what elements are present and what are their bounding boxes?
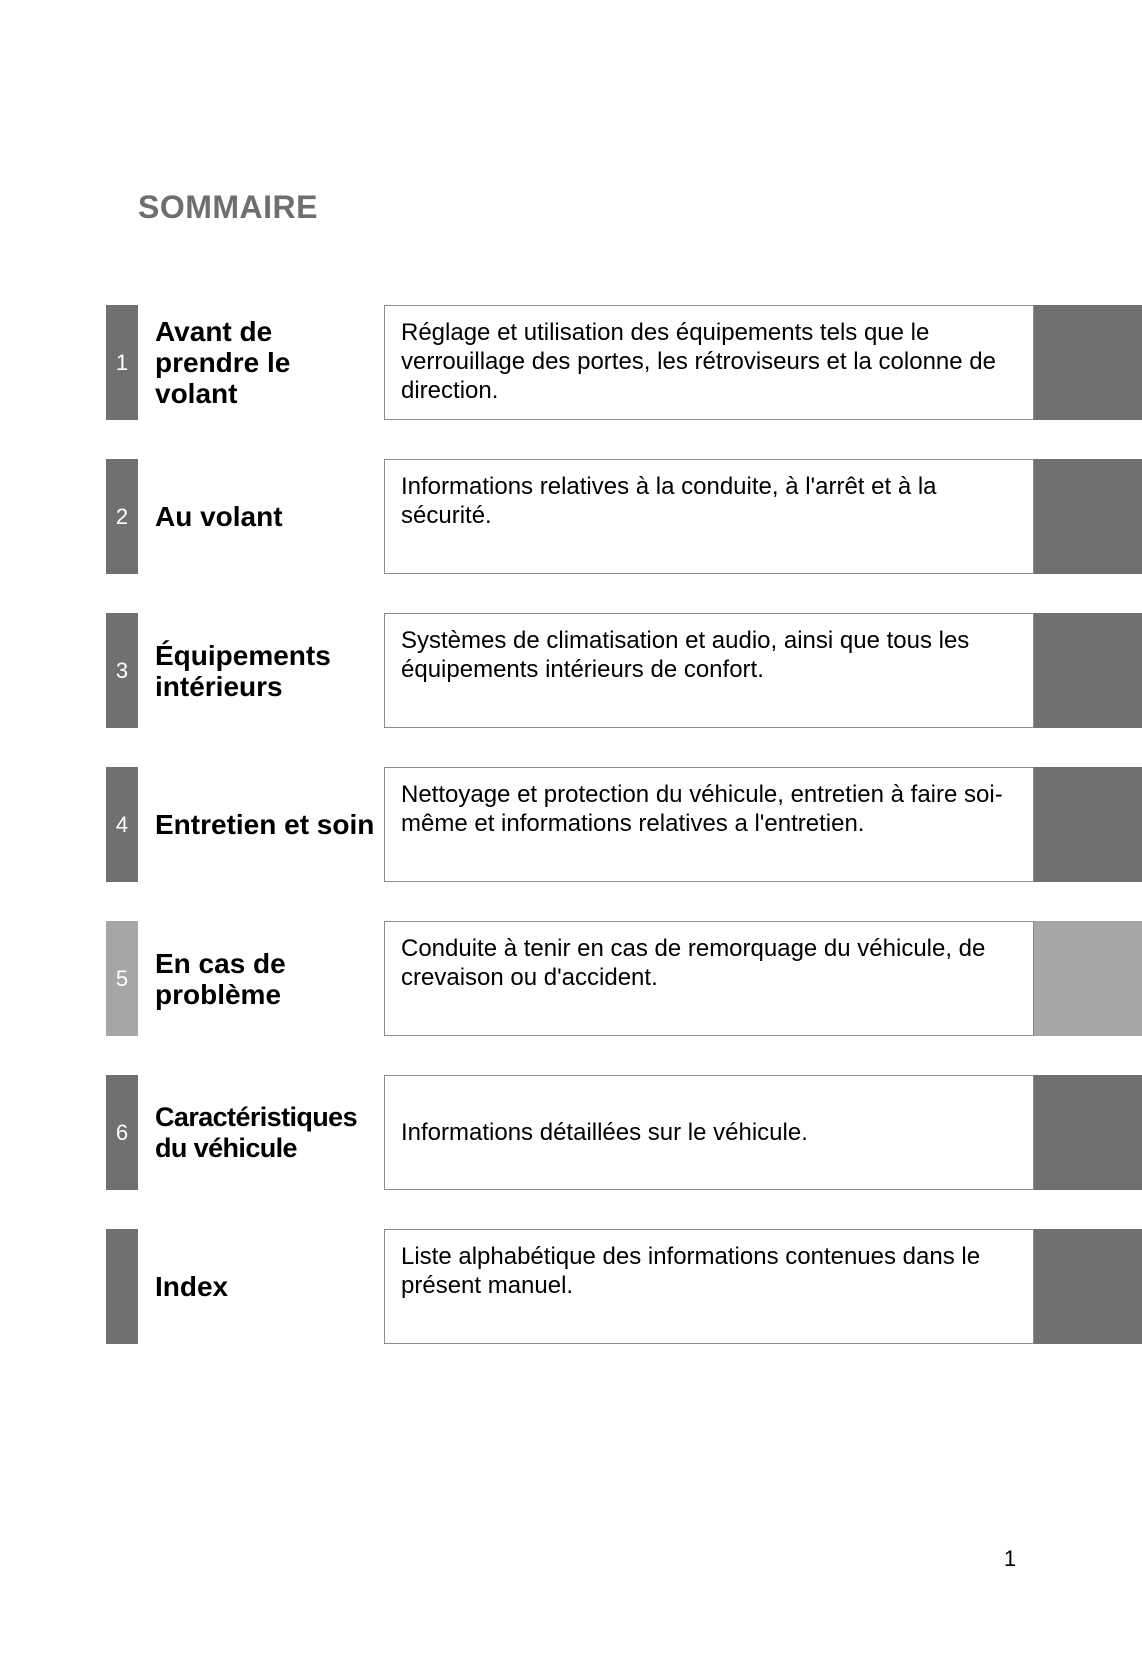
section-description-box [384,1075,1034,1190]
section-title[interactable]: Avant de prendre le volant [155,316,291,409]
section-description: Systèmes de climatisation et audio, ainsi que tous les équipements intérieurs de confort. [401,627,970,683]
section-description: Nettoyage et protection du véhicule, entretien à faire soi-même et informations relatives a l'entretien. [401,781,1003,837]
section-description: Informations relatives à la conduite, à l'arrêt et à la sécurité. [401,473,937,529]
thumb-index-tab[interactable] [1034,613,1142,728]
thumb-index-tab[interactable] [1034,459,1142,574]
section-number: 1 [115,349,129,375]
section-description-box [384,921,1034,1036]
section-description-box [384,459,1034,574]
page-number: 1 [1003,1546,1017,1571]
section-title[interactable]: Index [155,1271,229,1302]
section-number: 4 [115,811,129,837]
section-number: 6 [115,1119,129,1145]
section-title[interactable]: Au volant [155,501,283,532]
toc-section-5[interactable] [106,921,1142,1036]
thumb-index-tab[interactable] [1034,1229,1142,1344]
section-description: Réglage et utilisation des équipements tels que le verrouillage des portes, les rétroviseurs et la colonne de direction. [401,319,996,404]
section-description-box [384,305,1034,420]
section-title[interactable]: Caractéristiques du véhicule [155,1101,357,1163]
section-number [106,1229,138,1344]
toc-section-1[interactable] [106,305,1142,420]
section-description-box [384,613,1034,728]
section-number: 2 [115,503,129,529]
section-title[interactable]: En cas de problème [155,947,286,1010]
section-description-box [384,767,1034,882]
thumb-index-tab[interactable] [1034,305,1142,420]
toc-section-2[interactable] [106,459,1142,574]
section-title[interactable]: Équipements intérieurs [155,639,331,702]
section-number: 3 [115,657,129,683]
section-description-box [384,1229,1034,1344]
toc-section-6[interactable] [106,1075,1142,1190]
thumb-index-tab[interactable] [1034,767,1142,882]
toc-section-4[interactable] [106,767,1142,882]
section-description: Liste alphabétique des informations contenues dans le présent manuel. [401,1243,981,1299]
section-number: 5 [115,965,129,991]
section-title[interactable]: Entretien et soin [155,809,375,840]
thumb-index-tab[interactable] [1034,921,1142,1036]
section-description: Informations détaillées sur le véhicule. [401,1119,808,1146]
thumb-index-tab[interactable] [1034,1075,1142,1190]
toc-section-index[interactable] [106,1229,1142,1344]
toc-section-3[interactable] [106,613,1142,728]
section-description: Conduite à tenir en cas de remorquage du véhicule, de crevaison ou d'accident. [401,935,986,991]
page-title: SOMMAIRE [138,189,318,225]
